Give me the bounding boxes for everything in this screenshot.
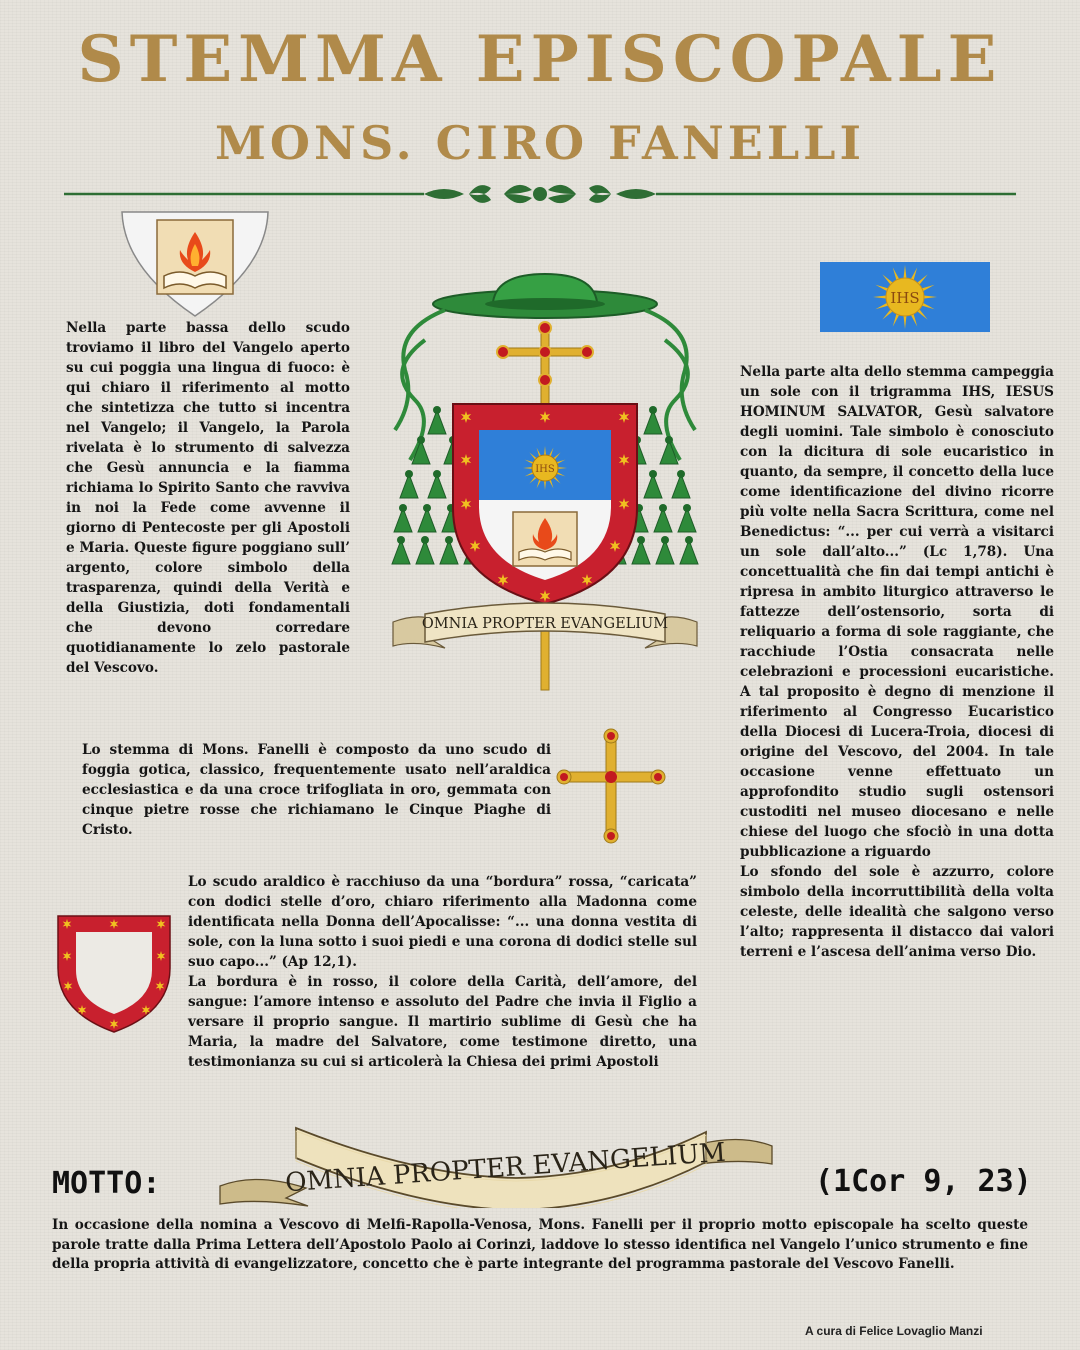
motto-heading [52, 1166, 160, 1201]
gospel-paragraph: Nella parte bassa dello scudo troviamo il libro del Vangelo aperto su cui poggia una lingua di fuoco: è qui chiaro il riferimento al motto che sintetizza che tutto si incentra nel Vangelo; il Vangelo, la Parola rivelata è lo strumento di salvezza che Gesù annuncia e la fiamma richiama lo Spirito Santo che ravviva in noi la Fede come avvenne il giorno di Pentecoste per gli Apostoli e Maria. Queste figure poggiano sull’ argento, colore simbolo della trasparenza, quindi della Verità e della Giustizia, doti fondamentali che devono corredare quotidianamente lo zelo pastorale del Vescovo. [66, 320, 350, 676]
main-shield [453, 404, 637, 604]
sun-paragraph: Nella parte alta dello stemma campeggia un sole con il trigramma IHS, IESUS HOMINUM SALVATOR, Gesù salvatore degli uomini. Tale simbolo è conosciuto con la dicitura di sole eucaristico in quanto, da sempre, il concetto della luce come identificazione del divino ricorre più volte nella Sacra Scrittura, come nel Benedictus: “... per cui verrà a visitarci un sole dall’alto...” (Lc 1,78). Una concettualità che fin dai tempi antichi è ripresa in ambito liturgico attraverso le fattezze dell’ostensorio, sorta di reliquario a forma di sole raggiante, che racchiude l’Ostia consacrata nelle celebrazioni e processioni eucaristiche. A tal proposito è degno di menzione il riferimento al Congresso Eucaristico della Diocesi di Lucera-Troia, diocesi di origine del Vescovo, del 2004. In tale occasione venne effettuato un approfondito studio sugli ostensori custoditi nel museo diocesano e nelle chiese del luogo che sfociò in una dotta pubblicazione a riguardo [740, 364, 1054, 860]
coat-of-arms [385, 270, 715, 710]
red-bordure-shield-icon [54, 912, 174, 1036]
sun-paragraph-block [740, 362, 1054, 962]
shield-ihs-label: IHS [535, 464, 555, 475]
scroll-motto-text: OMNIA PROPTER EVANGELIUM [284, 1137, 727, 1199]
page-subtitle: MONS. CIRO FANELLI [214, 116, 866, 170]
motto-colon: : [142, 1166, 161, 1201]
ornamental-divider [64, 176, 1016, 212]
cross-paragraph: Lo stemma di Mons. Fanelli è composto da uno scudo di foggia gotica, classico, frequentemente usato nell’araldica ecclesiastica e da una croce trifogliata in oro, gemmata con cinque pietre rosse che richiamano le Cinque Piaghe di Cristo. [82, 742, 551, 838]
page-title: STEMMA EPISCOPALE [77, 22, 1003, 97]
motto-scroll [216, 1116, 776, 1208]
silver-shield-book-icon [118, 208, 272, 320]
galero-hat-icon [433, 274, 657, 318]
trefoil-cross-icon [556, 726, 666, 844]
ribbon-motto: OMNIA PROPTER EVANGELIUM [421, 616, 669, 632]
ihs-label: IHS [890, 289, 920, 307]
bordure-paragraph-block [188, 872, 697, 1072]
bordure-paragraph-2: La bordura è in rosso, il colore della Carità, dell’amore, del sangue: l’amore intenso e assoluto del Padre che invia il Figlio a versare il proprio sangue. Il martirio sublime di Gesù che ha Maria, la madre del Salvatore, come testimone diretto, una testimonianza su cui si articolerà la Chiesa dei primi Apostoli [188, 974, 697, 1070]
sky-paragraph: Lo sfondo del sole è azzurro, colore simbolo della incorruttibilità della volta celeste, delle idealità che salgono verso l’alto; rappresenta il distacco dai valori terreni e l’ascesa dell’anima verso Dio. [740, 864, 1054, 960]
bordure-paragraph-1: Lo scudo araldico è racchiuso da una “bordura” rossa, “caricata” con dodici stelle d’oro, chiaro riferimento alla Madonna come identificata nella Donna dell’Apocalisse: “... una donna vestita di sole, con la luna sotto i suoi piedi e una corona di dodici stelle sul suo capo...” (Ap 12,1). [188, 874, 697, 970]
blue-sun-flag-icon [820, 262, 990, 332]
motto-reference: (1Cor 9, 23) [815, 1164, 1032, 1199]
credit: A cura di Felice Lovaglio Manzi [805, 1324, 983, 1338]
motto-paragraph: In occasione della nomina a Vescovo di Melfi-Rapolla-Venosa, Mons. Fanelli per il proprio motto episcopale ha scelto queste parole tratte dalla Prima Lettera dell’Apostolo Paolo ai Corinzi, laddove lo stesso identifica nel Vangelo l’unico strumento e fine della propria attività di evangelizzatore, concetto che è parte integrante del programma pastorale del Vescovo Fanelli. [52, 1217, 1028, 1272]
motto-label: MOTTO [52, 1166, 143, 1201]
